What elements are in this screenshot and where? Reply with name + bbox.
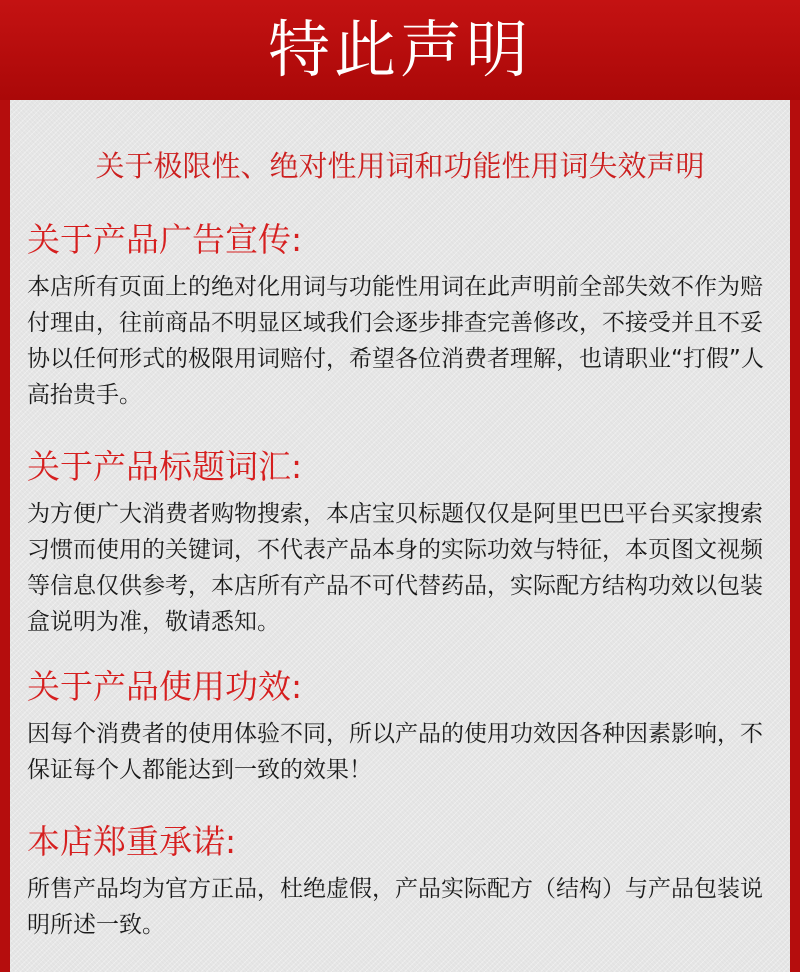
section-body: 因每个消费者的使用体验不同，所以产品的使用功效因各种因素影响，不保证每个人都能达到一致的效果！ <box>27 721 763 783</box>
section-body: 为方便广大消费者购物搜索，本店宝贝标题仅仅是阿里巴巴平台买家搜索习惯而使用的关键词，不代表产品本身的实际功效与特征，本页图文视频等信息仅供参考，本店所有产品不可代替药品，实际配方结构功效以包装盒说明为准，敬请悉知。 <box>27 501 763 635</box>
title-banner <box>0 0 800 100</box>
page-title: 特此声明 <box>267 13 532 86</box>
section-heading: 关于产品使用功效: <box>27 667 303 706</box>
section-product-efficacy <box>27 667 782 788</box>
section-store-promise <box>27 822 782 943</box>
section-body: 本店所有页面上的绝对化用词与功能性用词在此声明前全部失效不作为赔付理由，往前商品不明显区域我们会逐步排查完善修改，不接受并且不妥协以任何形式的极限用词赔付，希望各位消费者理解，也请职业“打假”人高抬贵手。 <box>27 274 764 408</box>
section-heading: 关于产品广告宣传: <box>27 220 303 259</box>
section-title-keywords <box>27 447 782 640</box>
section-heading: 本店郑重承诺: <box>27 822 237 861</box>
section-advertising <box>27 220 782 413</box>
section-body: 所售产品均为官方正品，杜绝虚假，产品实际配方（结构）与产品包装说明所述一致。 <box>27 876 763 938</box>
statement-panel <box>10 100 790 972</box>
statement-subtitle: 关于极限性、绝对性用词和功能性用词失效声明 <box>95 149 705 183</box>
section-heading: 关于产品标题词汇: <box>27 447 303 486</box>
